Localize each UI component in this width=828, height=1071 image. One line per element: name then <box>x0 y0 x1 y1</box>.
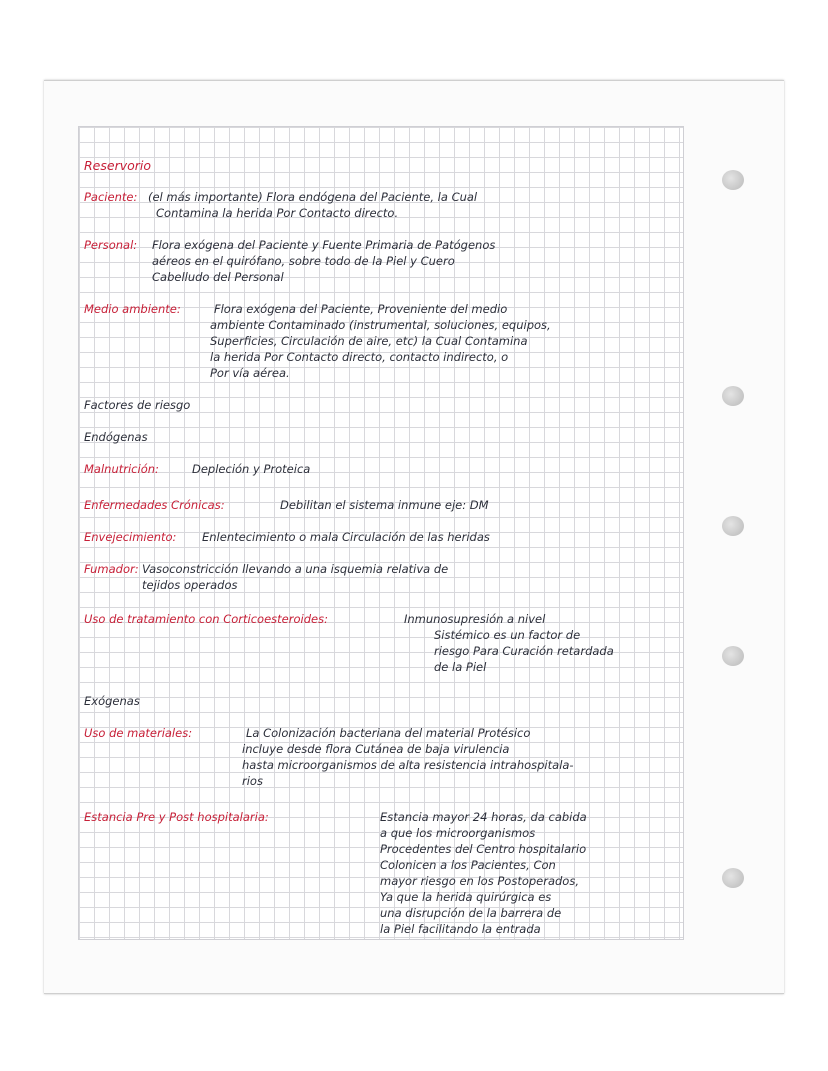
binder-hole <box>722 868 744 888</box>
text-fumador-2: tejidos operados <box>142 578 238 592</box>
text-medio-5: Por vía aérea. <box>210 366 290 380</box>
label-corticoides: Uso de tratamiento con Corticoesteroides: <box>84 612 328 626</box>
label-personal: Personal: <box>84 238 138 252</box>
text-personal-1: Flora exógena del Paciente y Fuente Primaria de Patógenos <box>152 238 496 252</box>
text-materiales-1: La Colonización bacteriana del material Protésico <box>246 726 531 740</box>
text-personal-2: aéreos en el quirófano, sobre todo de la Piel y Cuero <box>152 254 455 268</box>
text-medio-4: la herida Por Contacto directo, contacto indirecto, o <box>210 350 509 364</box>
heading-endogenas: Endógenas <box>84 430 148 444</box>
heading-exogenas: Exógenas <box>84 694 140 708</box>
label-materiales: Uso de materiales: <box>84 726 193 740</box>
text-envejecimiento: Enlentecimiento o mala Circulación de las heridas <box>202 530 490 544</box>
text-personal-3: Cabelludo del Personal <box>152 270 284 284</box>
text-estancia-3: Procedentes del Centro hospitalario <box>380 842 587 856</box>
text-corticoides-2: Sistémico es un factor de <box>434 628 581 642</box>
text-estancia-5: mayor riesgo en los Postoperados, <box>380 874 579 888</box>
label-estancia: Estancia Pre y Post hospitalaria: <box>84 810 269 824</box>
text-estancia-1: Estancia mayor 24 horas, da cabida <box>380 810 587 824</box>
label-paciente: Paciente: <box>84 190 138 204</box>
text-corticoides-3: riesgo Para Curación retardada <box>434 644 614 658</box>
text-materiales-4: rios <box>242 774 263 788</box>
binder-hole <box>722 516 744 536</box>
heading-factores-riesgo: Factores de riesgo <box>84 398 191 412</box>
text-estancia-7: una disrupción de la barrera de <box>380 906 562 920</box>
text-materiales-2: incluye desde flora Cutánea de baja virulencia <box>242 742 510 756</box>
text-malnutricion: Depleción y Proteica <box>192 462 311 476</box>
text-paciente-1: (el más importante) Flora endógena del Paciente, la Cual <box>148 190 478 204</box>
text-medio-2: ambiente Contaminado (instrumental, soluciones, equipos, <box>210 318 551 332</box>
label-fumador: Fumador: <box>84 562 139 576</box>
label-enfermedades: Enfermedades Crónicas: <box>84 498 225 512</box>
label-medio-ambiente: Medio ambiente: <box>84 302 181 316</box>
binder-hole <box>722 646 744 666</box>
text-corticoides-4: de la Piel <box>434 660 487 674</box>
text-paciente-2: Contamina la herida Por Contacto directo. <box>156 206 399 220</box>
label-malnutricion: Malnutrición: <box>84 462 159 476</box>
binder-hole <box>722 170 744 190</box>
text-estancia-8: la Piel facilitando la entrada <box>380 922 541 936</box>
binder-hole <box>722 386 744 406</box>
text-medio-1: Flora exógena del Paciente, Proveniente del medio <box>214 302 508 316</box>
text-estancia-6: Ya que la herida quirúrgica es <box>380 890 552 904</box>
text-estancia-4: Colonicen a los Pacientes, Con <box>380 858 556 872</box>
text-materiales-3: hasta microorganismos de alta resistencia intrahospitala- <box>242 758 574 772</box>
text-fumador-1: Vasoconstricción llevando a una isquemia relativa de <box>142 562 449 576</box>
text-corticoides-1: Inmunosupresión a nivel <box>404 612 546 626</box>
label-envejecimiento: Envejecimiento: <box>84 530 177 544</box>
text-medio-3: Superficies, Circulación de aire, etc) la Cual Contamina <box>210 334 528 348</box>
text-enfermedades: Debilitan el sistema inmune eje: DM <box>280 498 489 512</box>
text-estancia-2: a que los microorganismos <box>380 826 536 840</box>
heading-reservorio: Reservorio <box>84 158 152 173</box>
